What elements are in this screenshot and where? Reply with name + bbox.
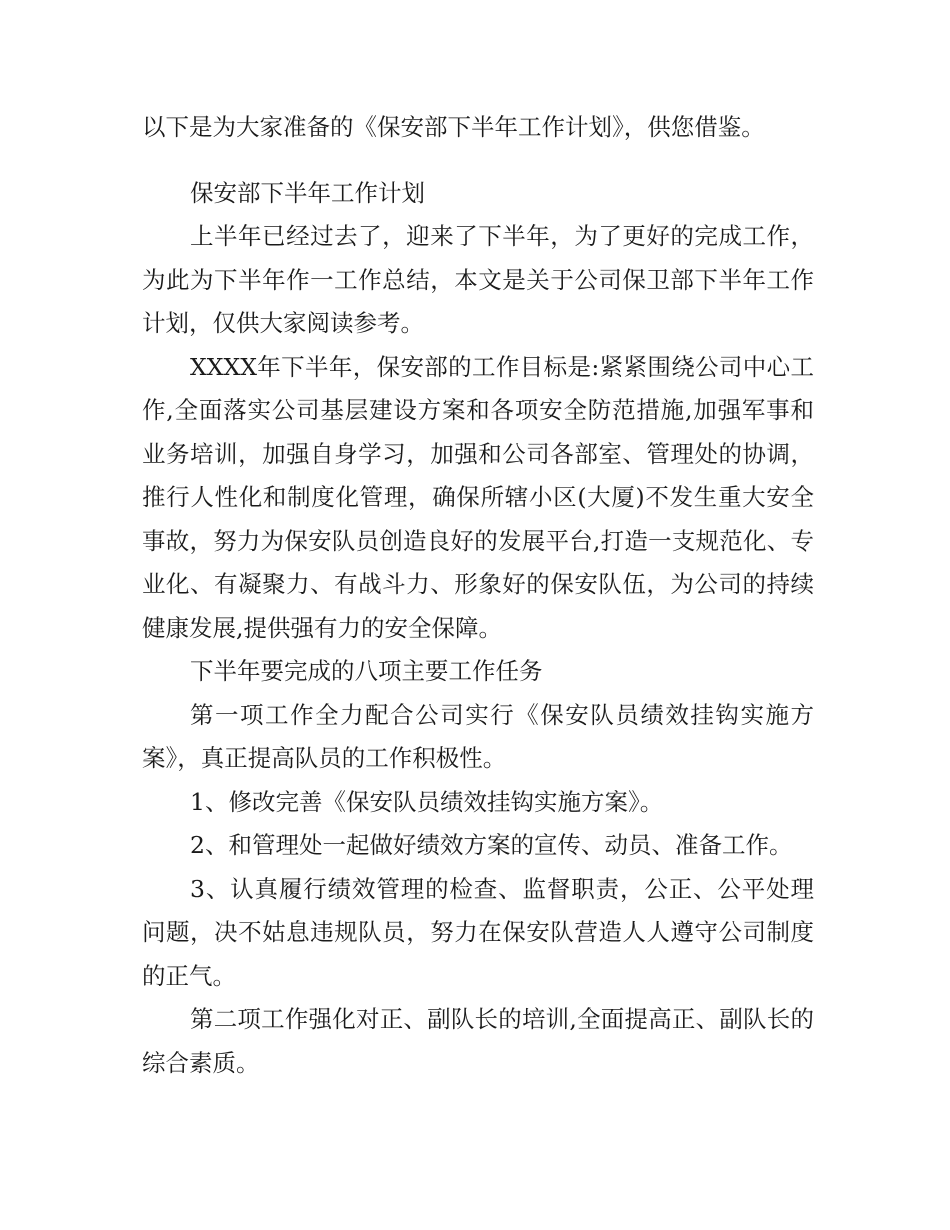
document-title: 保安部下半年工作计划 <box>190 178 425 207</box>
paragraph-task-1: 第一项工作全力配合公司实行《保安队员绩效挂钩实施方案》，真正提高队员的工作积极性。 <box>142 700 814 772</box>
paragraph-opening: 上半年已经过去了，迎来了下半年，为了更好的完成工作，为此为下半年作一工作总结，本文是关于公司保卫部下半年工作计划，仅供大家阅读参考。 <box>142 222 814 337</box>
intro-paragraph: 以下是为大家准备的《保安部下半年工作计划》，供您借鉴。 <box>142 113 765 141</box>
paragraph-goals: XXXX年下半年，保安部的工作目标是:紧紧围绕公司中心工作,全面落实公司基层建设方案和各项安全防范措施,加强军事和业务培训，加强自身学习，加强和公司各部室、管理处的协调，推行人性化和制度化管理，确保所辖小区(大厦)不发生重大安全事故，努力为保安队员创造良好的发展平台,打造一支规范化、专业化、有凝聚力、有战斗力、形象好的保安队伍，为公司的持续健康发展,提供强有力的安全保障。 <box>142 352 814 642</box>
list-item-2: 2、和管理处一起做好绩效方案的宣传、动员、准备工作。 <box>190 831 793 859</box>
list-item-1: 1、修改完善《保安队员绩效挂钩实施方案》。 <box>190 787 664 816</box>
list-item-3: 3、认真履行绩效管理的检查、监督职责，公正、公平处理问题，决不姑息违规队员，努力在保安队营造人人遵守公司制度的正气。 <box>142 874 814 990</box>
paragraph-task-2: 第二项工作强化对正、副队长的培训,全面提高正、副队长的综合素质。 <box>142 1005 814 1077</box>
document-body <box>142 106 814 1085</box>
section-heading-tasks: 下半年要完成的八项主要工作任务 <box>190 657 543 685</box>
